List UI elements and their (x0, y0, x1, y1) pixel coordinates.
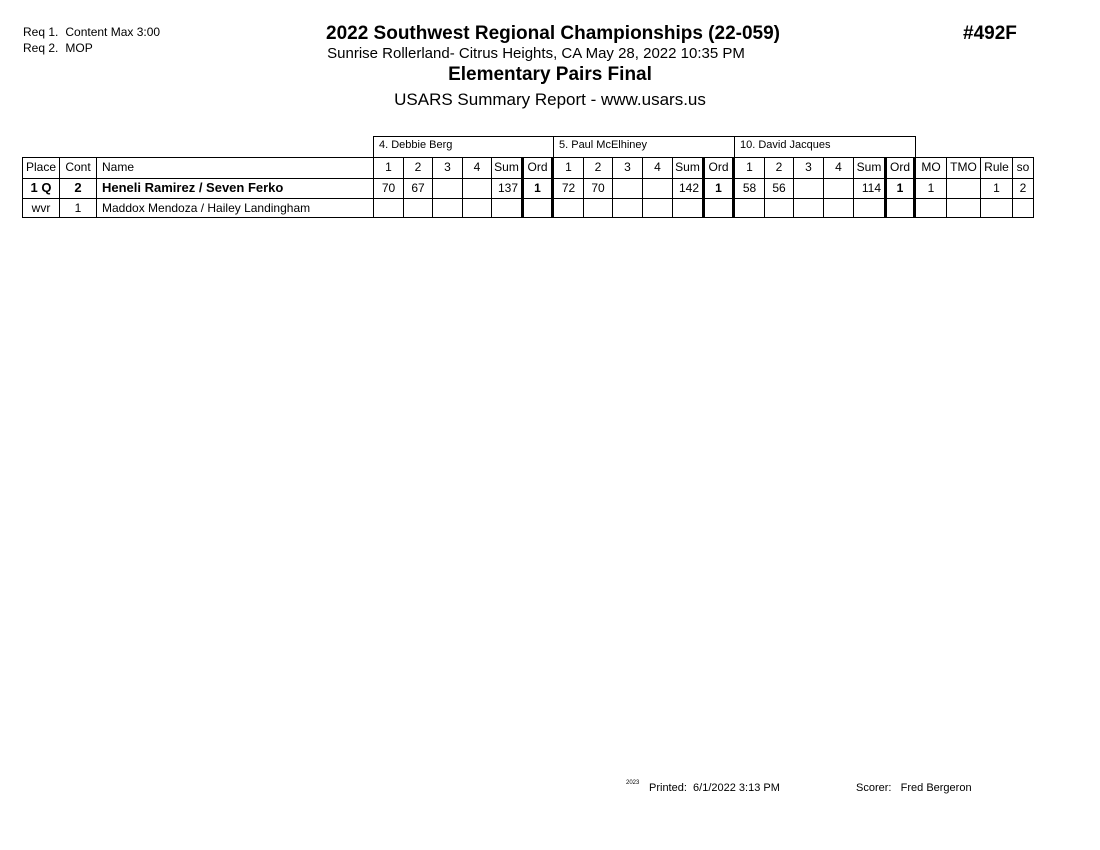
so-cell (1012, 198, 1034, 218)
column-header-sum: Sum (853, 157, 885, 179)
rule-cell: 1 (980, 178, 1013, 199)
ord-cell (884, 198, 916, 218)
ord-cell: 1 (884, 178, 916, 199)
scorer-label: Scorer: (856, 782, 892, 794)
sum-cell (853, 198, 885, 218)
column-header-place: Place (22, 157, 60, 179)
score-cell (734, 198, 765, 218)
column-header-score: 2 (583, 157, 613, 179)
score-cell (403, 198, 433, 218)
judge-header: 4. Debbie Berg (373, 136, 554, 158)
cont-cell: 1 (59, 198, 97, 218)
column-header-ord: Ord (884, 157, 916, 179)
req-1-text: Content Max 3:00 (65, 25, 161, 39)
sum-cell (672, 198, 703, 218)
score-cell (373, 198, 404, 218)
report-title: 2022 Southwest Regional Championships (22-059) (326, 23, 780, 44)
score-cell (642, 178, 673, 199)
score-cell: 70 (583, 178, 613, 199)
scorer-name: Fred Bergeron (900, 782, 972, 794)
skater-name-cell: Maddox Mendoza / Hailey Landingham (96, 198, 374, 218)
column-header-score: 3 (612, 157, 643, 179)
venue-subtitle: Sunrise Rollerland- Citrus Heights, CA May 28, 2022 10:35 PM (327, 45, 745, 62)
printed-label: Printed: (649, 782, 687, 794)
event-number: #492F (963, 23, 1017, 44)
score-cell: 58 (734, 178, 765, 199)
score-cell (823, 198, 854, 218)
score-cell (432, 198, 463, 218)
score-cell (462, 198, 492, 218)
req-2-label: Req 2. (23, 41, 59, 55)
column-header-score: 1 (734, 157, 765, 179)
column-header-cont: Cont (59, 157, 97, 179)
tmo-cell (946, 198, 981, 218)
column-header-name: Name (96, 157, 374, 179)
ord-cell: 1 (702, 178, 735, 199)
score-cell: 72 (553, 178, 584, 199)
score-cell (642, 198, 673, 218)
score-cell (462, 178, 492, 199)
judge-header: 5. Paul McElhiney (553, 136, 735, 158)
cont-cell: 2 (59, 178, 97, 199)
rule-cell (980, 198, 1013, 218)
ord-cell (702, 198, 735, 218)
scorer-info (856, 782, 972, 794)
column-header-score: 4 (642, 157, 673, 179)
score-cell: 67 (403, 178, 433, 199)
judge-header: 10. David Jacques (734, 136, 916, 158)
score-cell (432, 178, 463, 199)
column-header-score: 1 (373, 157, 404, 179)
score-cell (553, 198, 584, 218)
score-cell (583, 198, 613, 218)
mo-cell (915, 198, 947, 218)
column-header-so: so (1012, 157, 1034, 179)
column-header-rule: Rule (980, 157, 1013, 179)
so-cell: 2 (1012, 178, 1034, 199)
column-header-ord: Ord (521, 157, 554, 179)
score-cell (793, 198, 824, 218)
score-cell (764, 198, 794, 218)
printed-date: 6/1/2022 3:13 PM (693, 782, 780, 794)
column-header-sum: Sum (672, 157, 703, 179)
column-header-score: 4 (462, 157, 492, 179)
ord-cell: 1 (521, 178, 554, 199)
place-cell: 1 Q (22, 178, 60, 199)
score-cell (612, 178, 643, 199)
column-header-ord: Ord (702, 157, 735, 179)
column-header-tmo: TMO (946, 157, 981, 179)
sum-cell: 114 (853, 178, 885, 199)
place-cell: wvr (22, 198, 60, 218)
column-header-score: 4 (823, 157, 854, 179)
column-header-score: 2 (403, 157, 433, 179)
score-cell: 56 (764, 178, 794, 199)
req-1-label: Req 1. (23, 25, 59, 39)
report-type: USARS Summary Report - www.usars.us (394, 90, 706, 109)
column-header-score: 1 (553, 157, 584, 179)
column-header-sum: Sum (491, 157, 522, 179)
sum-cell: 142 (672, 178, 703, 199)
score-cell (793, 178, 824, 199)
printed-info (649, 782, 780, 794)
score-cell: 70 (373, 178, 404, 199)
column-header-mo: MO (915, 157, 947, 179)
mo-cell: 1 (915, 178, 947, 199)
ord-cell (521, 198, 554, 218)
column-header-score: 2 (764, 157, 794, 179)
event-name: Elementary Pairs Final (448, 64, 652, 85)
sum-cell (491, 198, 522, 218)
score-cell (612, 198, 643, 218)
req-2-text: MOP (65, 41, 93, 55)
column-header-score: 3 (432, 157, 463, 179)
tmo-cell (946, 178, 981, 199)
column-header-score: 3 (793, 157, 824, 179)
sum-cell: 137 (491, 178, 522, 199)
skater-name-cell: Heneli Ramirez / Seven Ferko (96, 178, 374, 199)
footer-code: 2023 (626, 780, 640, 786)
score-cell (823, 178, 854, 199)
